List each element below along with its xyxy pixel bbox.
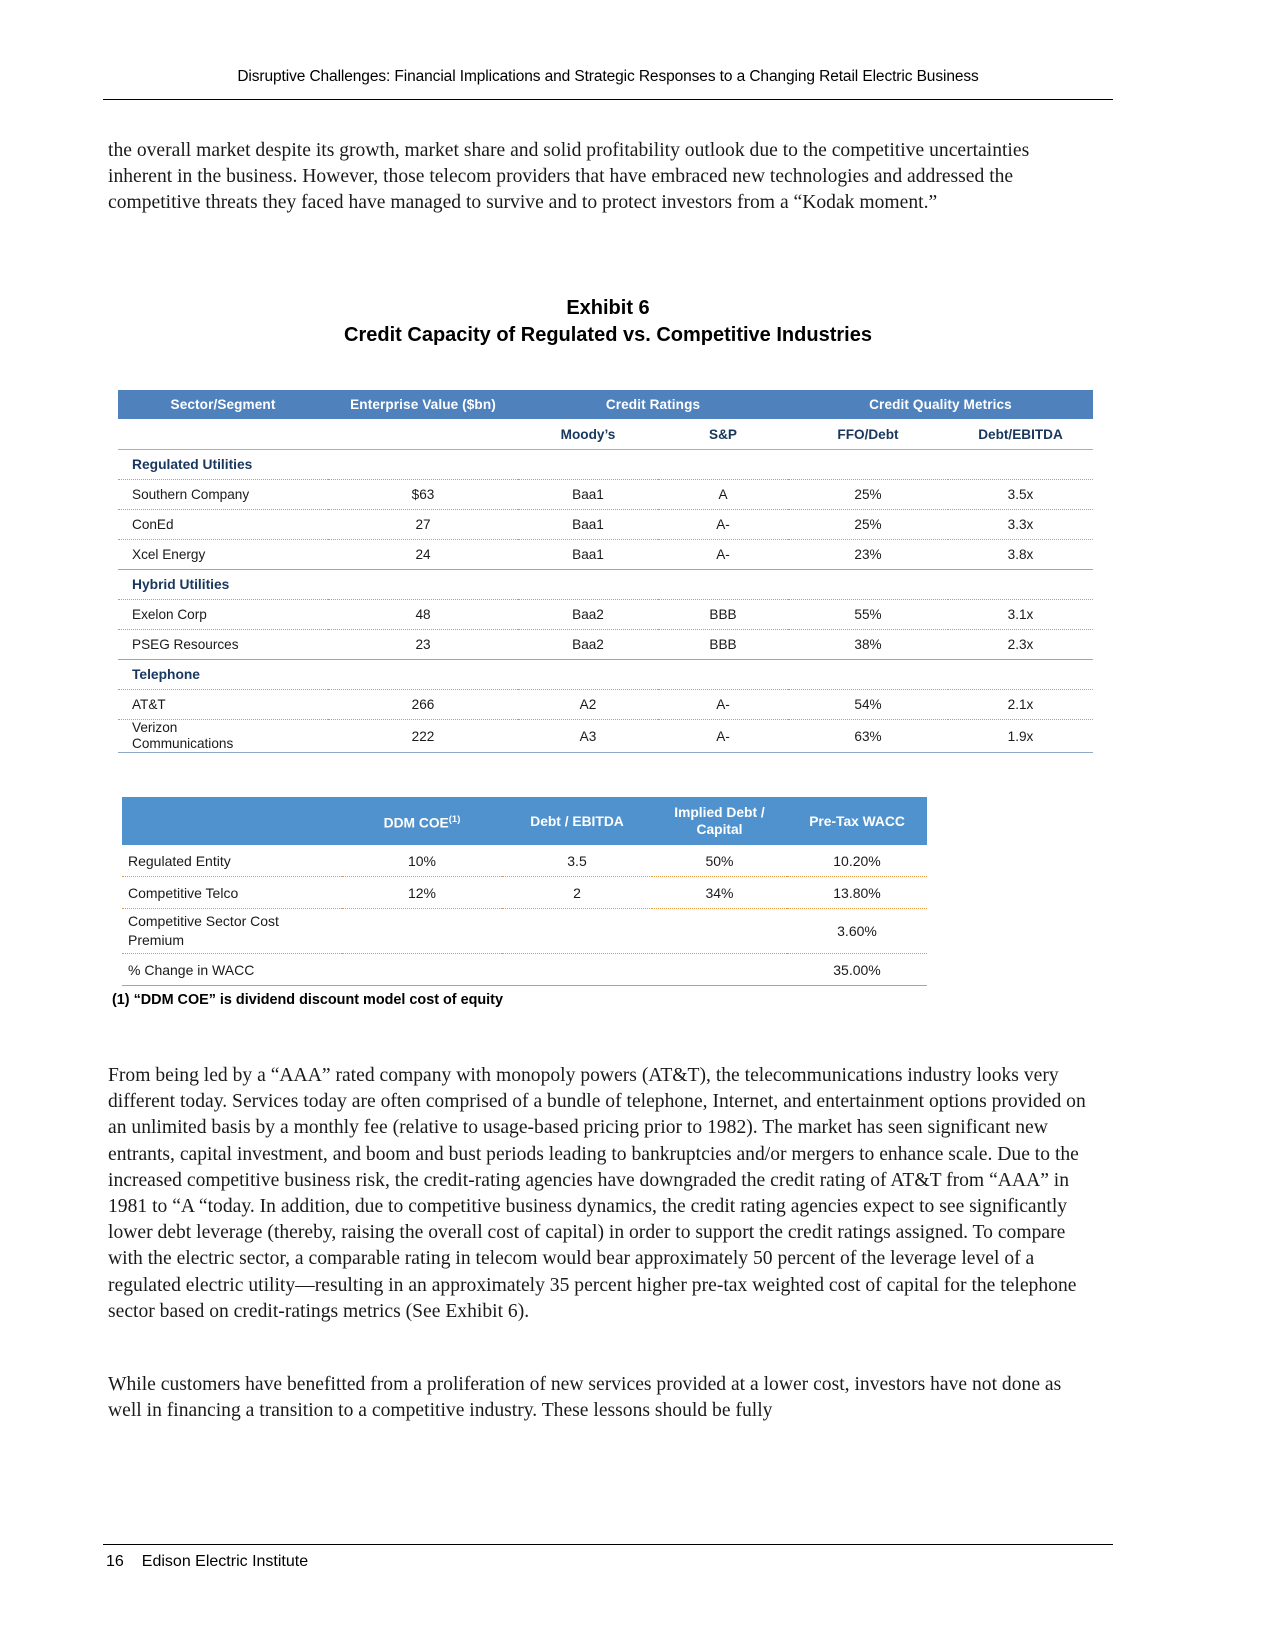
cell-name: Exelon Corp	[118, 600, 328, 630]
cell-debt-ebitda	[502, 954, 652, 986]
cell-moodys: Baa1	[518, 510, 658, 540]
table2-header-band	[122, 797, 927, 845]
page-footer	[106, 1553, 308, 1571]
cell-debt-ebitda: 2.3x	[948, 630, 1093, 660]
cell-moodys: Baa1	[518, 480, 658, 510]
cell-debt-ebitda: 3.8x	[948, 540, 1093, 570]
cell-ffo-debt: 25%	[788, 480, 948, 510]
table1-header-band	[118, 390, 1093, 419]
cell-name: Competitive Telco	[122, 877, 342, 909]
cell-name: Competitive Sector Cost Premium	[122, 909, 342, 954]
cell-implied-debt-capital	[652, 954, 787, 986]
exhibit-caption: Credit Capacity of Regulated vs. Competitive Industries	[344, 324, 872, 346]
cell-sp: BBB	[658, 630, 788, 660]
cell-ffo-debt: 54%	[788, 690, 948, 720]
cell-ddm-coe	[342, 909, 502, 954]
cell-name: % Change in WACC	[122, 954, 342, 986]
table-row	[118, 600, 1093, 630]
th-implied-debt-capital: Implied Debt / Capital	[652, 797, 787, 845]
th-sector-segment: Sector/Segment	[118, 390, 328, 419]
cell-ev: 27	[328, 510, 518, 540]
th-debt-ebitda: Debt / EBITDA	[502, 797, 652, 845]
table-row	[122, 845, 927, 877]
cell-ddm-coe: 10%	[342, 845, 502, 877]
cell-ffo-debt: 38%	[788, 630, 948, 660]
cell-pretax-wacc: 3.60%	[787, 909, 927, 954]
cell-pretax-wacc: 35.00%	[787, 954, 927, 986]
cell-ev: $63	[328, 480, 518, 510]
cell-ddm-coe	[342, 954, 502, 986]
paragraph-intro: the overall market despite its growth, market share and solid profitability outlook due to the competitive uncertainties inherent in the business. However, those telecom providers that have embraced new technologies and addressed the competitive threats they faced have managed to survive and to protect investors from a “Kodak moment.”	[108, 140, 1030, 214]
table-group-row	[118, 570, 1093, 600]
footer-divider	[103, 1544, 1113, 1545]
table-group-row	[118, 660, 1093, 690]
cell-name: AT&T	[118, 690, 328, 720]
th-debt-ebitda: Debt/EBITDA	[978, 426, 1063, 442]
cell-implied-debt-capital: 50%	[652, 845, 787, 877]
cell-name: Southern Company	[118, 480, 328, 510]
th-credit-quality-metrics: Credit Quality Metrics	[788, 390, 1093, 419]
table-row	[118, 540, 1093, 570]
cell-debt-ebitda: 1.9x	[948, 720, 1093, 753]
cell-moodys: Baa2	[518, 630, 658, 660]
cell-debt-ebitda: 3.1x	[948, 600, 1093, 630]
cell-ffo-debt: 23%	[788, 540, 948, 570]
cell-implied-debt-capital: 34%	[652, 877, 787, 909]
th-blank-1	[118, 419, 328, 449]
cell-ffo-debt: 55%	[788, 600, 948, 630]
cell-name: Regulated Entity	[122, 845, 342, 877]
cell-debt-ebitda: 3.3x	[948, 510, 1093, 540]
table-row	[122, 877, 927, 909]
table-row	[118, 630, 1093, 660]
paragraph-telecom-history: From being led by a “AAA” rated company with monopoly powers (AT&T), the telecommunications industry looks very different today. Services today are often comprised of a bundle of telephone, Internet, and entertainment options provided on an unlimited basis by a monthly fee (relative to usage-based pricing prior to 1982). The market has seen significant new entrants, capital investment, and boom and bust periods leading to bankruptcies and/or mergers to enhance scale. Due to the increased competitive business risk, the credit-rating agencies have downgraded the credit rating of AT&T from “AAA” in 1981 to “A “today. In addition, due to competitive business dynamics, the credit rating agencies expect to see significantly lower debt leverage (thereby, raising the overall cost of capital) in order to support the credit ratings assigned. To compare with the electric sector, a comparable rating in telecom would bear approximately 50 percent of the leverage level of a regulated electric utility—resulting in an approximately 35 percent higher pre-tax weighted cost of capital for the telephone sector based on credit-ratings metrics (See Exhibit 6).	[108, 1065, 1086, 1322]
paragraph-closing: While customers have benefitted from a proliferation of new services provided at a lower cost, investors have not done as well in financing a transition to a competitive industry. These lessons should be fully	[108, 1374, 1062, 1422]
footnote-marker: (1)	[448, 813, 461, 825]
table-row	[118, 510, 1093, 540]
cell-ev: 266	[328, 690, 518, 720]
cell-moodys: Baa1	[518, 540, 658, 570]
cell-ev: 222	[328, 720, 518, 753]
cell-debt-ebitda: 3.5x	[948, 480, 1093, 510]
cell-debt-ebitda	[502, 909, 652, 954]
running-head: Disruptive Challenges: Financial Implications and Strategic Responses to a Changing Retail Electric Business	[237, 68, 979, 85]
th-pretax-wacc: Pre-Tax WACC	[787, 797, 927, 845]
exhibit-title	[103, 295, 1113, 349]
cell-sp: BBB	[658, 600, 788, 630]
cell-ev: 23	[328, 630, 518, 660]
cell-moodys: A3	[518, 720, 658, 753]
th-ffo-debt: FFO/Debt	[837, 426, 899, 442]
cell-implied-debt-capital	[652, 909, 787, 954]
th-sp: S&P	[709, 426, 737, 442]
cell-name: Xcel Energy	[118, 540, 328, 570]
header-divider	[103, 99, 1113, 100]
table1-subheader-row	[118, 419, 1093, 449]
page-number: 16	[106, 1553, 124, 1570]
th-ddm-coe: DDM COE$^{(1)}$	[342, 797, 502, 845]
cell-ddm-coe: 12%	[342, 877, 502, 909]
table-row	[118, 480, 1093, 510]
cell-ffo-debt: 25%	[788, 510, 948, 540]
cell-name: ConEd	[118, 510, 328, 540]
th-blank-2	[328, 419, 518, 449]
cell-sp: A-	[658, 720, 788, 753]
table-group-row	[118, 450, 1093, 480]
cell-ev: 48	[328, 600, 518, 630]
cell-pretax-wacc: 10.20%	[787, 845, 927, 877]
th-blank	[122, 797, 342, 845]
cell-sp: A	[658, 480, 788, 510]
table-wacc-comparison	[122, 797, 927, 986]
table-row	[122, 954, 927, 986]
exhibit-label: Exhibit 6	[566, 297, 650, 319]
cell-name: Verizon Communications	[118, 720, 328, 753]
table-row	[118, 720, 1093, 753]
cell-sp: A-	[658, 510, 788, 540]
cell-moodys: Baa2	[518, 600, 658, 630]
table-footnote: (1) “DDM COE” is dividend discount model cost of equity	[112, 992, 503, 1008]
cell-ev: 24	[328, 540, 518, 570]
cell-debt-ebitda: 3.5	[502, 845, 652, 877]
table-credit-capacity	[118, 390, 1093, 753]
cell-debt-ebitda: 2	[502, 877, 652, 909]
cell-sp: A-	[658, 540, 788, 570]
institution-name: Edison Electric Institute	[141, 1553, 309, 1570]
cell-sp: A-	[658, 690, 788, 720]
table-row	[118, 690, 1093, 720]
cell-ffo-debt: 63%	[788, 720, 948, 753]
group-label: Hybrid Utilities	[132, 577, 230, 592]
cell-moodys: A2	[518, 690, 658, 720]
table-row	[122, 909, 927, 954]
th-moodys: Moody’s	[560, 426, 616, 442]
cell-debt-ebitda: 2.1x	[948, 690, 1093, 720]
group-label: Regulated Utilities	[132, 457, 253, 472]
th-credit-ratings: Credit Ratings	[518, 390, 788, 419]
cell-name: PSEG Resources	[118, 630, 328, 660]
group-label: Telephone	[132, 667, 200, 682]
th-enterprise-value: Enterprise Value ($bn)	[328, 390, 518, 419]
cell-pretax-wacc: 13.80%	[787, 877, 927, 909]
